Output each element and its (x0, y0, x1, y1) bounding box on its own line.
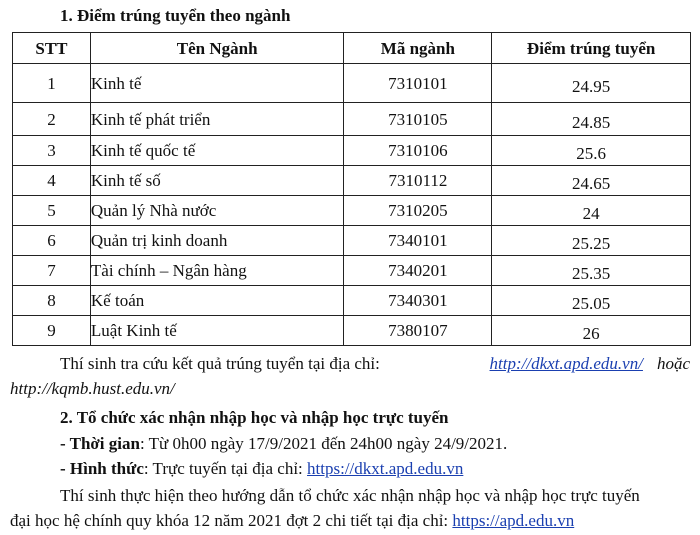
header-stt: STT (13, 33, 91, 64)
row-score: 24.95 (572, 76, 611, 96)
row-score-cell (492, 286, 691, 316)
row-score: 25.05 (572, 294, 611, 313)
row-score-cell (492, 226, 691, 256)
row-score-cell (492, 196, 691, 226)
header-major-code: Mã ngành (344, 33, 492, 64)
row-score-cell (492, 316, 691, 346)
time-value: : Từ 0h00 ngày 17/9/2021 đến 24h00 ngày 24/9/2021. (139, 434, 508, 453)
lookup-connector: hoặc (656, 354, 690, 373)
row-score-cell (492, 256, 691, 286)
row-stt: 3 (13, 136, 91, 166)
guide-line-2-text: đại học hệ chính quy khóa 12 năm 2021 đợt 2 chi tiết tại địa chỉ: (10, 511, 453, 530)
row-major-code: 7340201 (344, 256, 492, 286)
row-score: 25.25 (572, 234, 611, 253)
row-stt: 8 (13, 286, 91, 316)
lookup-links (490, 351, 690, 376)
apd-link[interactable]: https://apd.edu.vn (452, 511, 575, 530)
table-row (13, 103, 691, 136)
admission-scores-table (12, 32, 691, 346)
row-major-name: Quản trị kinh doanh (90, 226, 344, 256)
row-major-code: 7310112 (344, 166, 492, 196)
row-major-name: Quản lý Nhà nước (90, 196, 344, 226)
table-header-row (13, 33, 691, 64)
table-row (13, 316, 691, 346)
row-major-code: 7310101 (344, 64, 492, 103)
header-score: Điểm trúng tuyển (492, 33, 691, 64)
row-score-cell (492, 103, 691, 136)
section-1-title: 1. Điểm trúng tuyển theo ngành (60, 6, 291, 25)
row-major-name: Luật Kinh tế (90, 316, 344, 346)
form-label: - Hình thức (60, 459, 144, 478)
table-row (13, 196, 691, 226)
row-major-name: Kinh tế (90, 64, 344, 103)
row-score-cell (492, 64, 691, 103)
row-major-code: 7340101 (344, 226, 492, 256)
row-major-code: 7380107 (344, 316, 492, 346)
lookup-line-2 (10, 376, 690, 401)
table-row (13, 286, 691, 316)
time-line (10, 431, 690, 456)
table-row (13, 136, 691, 166)
row-stt: 2 (13, 103, 91, 136)
header-major-name: Tên Ngành (90, 33, 344, 64)
row-major-name: Tài chính – Ngân hàng (90, 256, 344, 286)
row-score-cell (492, 136, 691, 166)
guide-line-1: Thí sinh thực hiện theo hướng dẫn tổ chức xác nhận nhập học và nhập học trực tuyến (60, 486, 640, 505)
row-score: 24.85 (572, 112, 611, 132)
row-stt: 7 (13, 256, 91, 286)
time-label: - Thời gian (60, 434, 140, 453)
row-major-name: Kế toán (90, 286, 344, 316)
table-row (13, 226, 691, 256)
row-score-cell (492, 166, 691, 196)
kqmb-link[interactable]: http://kqmb.hust.edu.vn/ (10, 379, 175, 398)
lookup-paragraph (10, 351, 690, 401)
table-row (13, 64, 691, 103)
row-major-name: Kinh tế phát triển (90, 103, 344, 136)
form-line (10, 456, 690, 481)
row-stt: 1 (13, 64, 91, 103)
row-stt: 5 (13, 196, 91, 226)
table-row (13, 256, 691, 286)
row-score: 24 (582, 204, 600, 223)
row-stt: 4 (13, 166, 91, 196)
dkxt-https-link[interactable]: https://dkxt.apd.edu.vn (307, 459, 464, 478)
row-score: 26 (582, 324, 600, 343)
row-score: 25.35 (572, 264, 611, 283)
form-value: : Trực tuyến tại địa chỉ: (143, 459, 308, 478)
guide-paragraph (10, 483, 690, 533)
row-score: 25.6 (576, 144, 607, 163)
row-major-code: 7310106 (344, 136, 492, 166)
row-score: 24.65 (572, 174, 611, 193)
guide-line-2 (10, 508, 690, 533)
row-major-name: Kinh tế số (90, 166, 344, 196)
lookup-text: Thí sinh tra cứu kết quả trúng tuyển tại địa chỉ: (60, 354, 380, 373)
table-row (13, 166, 691, 196)
row-major-code: 7310105 (344, 103, 492, 136)
row-major-code: 7310205 (344, 196, 492, 226)
row-major-code: 7340301 (344, 286, 492, 316)
section-2-title: 2. Tổ chức xác nhận nhập học và nhập học trực tuyến (60, 408, 449, 427)
row-major-name: Kinh tế quốc tế (90, 136, 344, 166)
lookup-line-1 (10, 351, 690, 376)
row-stt: 9 (13, 316, 91, 346)
dkxt-link[interactable]: http://dkxt.apd.edu.vn/ (489, 354, 643, 373)
row-stt: 6 (13, 226, 91, 256)
